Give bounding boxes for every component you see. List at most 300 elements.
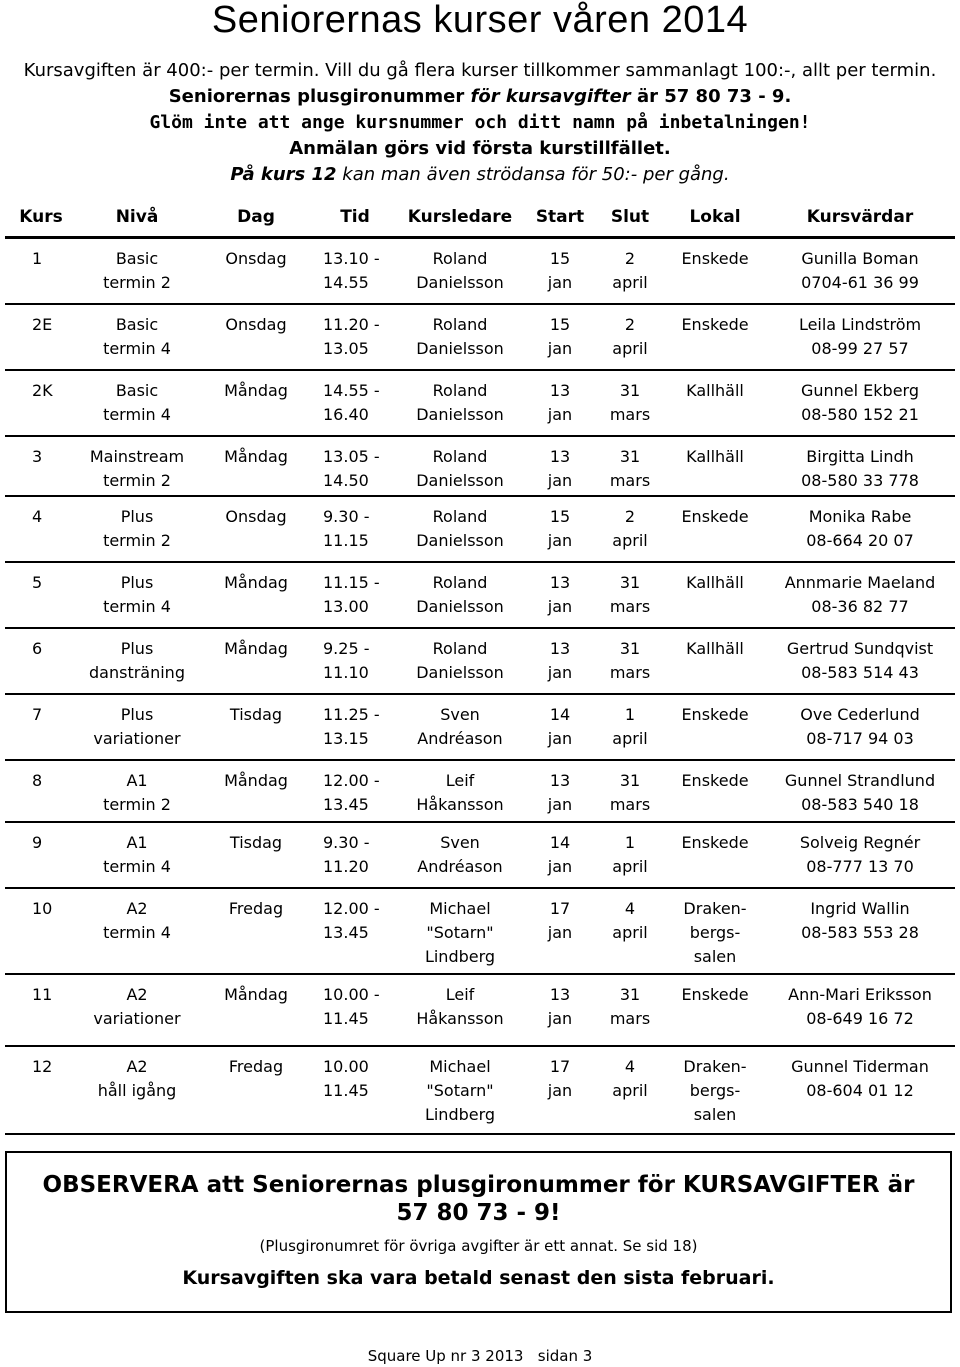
cell-slut: [595, 562, 665, 628]
table-row: [5, 436, 955, 496]
cell-start-line: jan: [547, 1080, 573, 1100]
header-start: Start: [525, 198, 595, 238]
cell-tid: [315, 1046, 395, 1134]
cell-lokal-line: Enskede: [681, 984, 749, 1004]
cell-kursledare-line: Danielsson: [416, 470, 504, 490]
cell-kurs: [5, 760, 77, 822]
cell-dag-value: Tisdag: [229, 704, 283, 724]
cell-kurs: [5, 974, 77, 1046]
cell-start-line: jan: [547, 856, 573, 876]
cell-niva: [77, 628, 197, 694]
cell-kursvardar-line: 08-580 33 778: [801, 470, 919, 490]
cell-lokal-line: Kallhäll: [686, 446, 744, 466]
cell-niva-line: dansträning: [89, 662, 185, 682]
table-row: [5, 1046, 955, 1134]
cell-kursledare-line: Michael: [429, 898, 491, 918]
cell-kurs: [5, 1046, 77, 1134]
cell-niva-line: termin 2: [103, 530, 171, 550]
cell-kurs: [5, 888, 77, 974]
cell-kursvardar-line: Annmarie Maeland: [784, 572, 936, 592]
cell-dag-value: Onsdag: [225, 249, 287, 268]
cell-kursledare-line: Roland: [432, 314, 488, 334]
cell-kursledare: [395, 304, 525, 370]
cell-tid: [315, 370, 395, 436]
cell-niva: [77, 760, 197, 822]
cell-kursledare-line: Lindberg: [424, 946, 496, 966]
page-footer: Square Up nr 3 2013 sidan 3: [367, 1347, 593, 1365]
cell-kurs-value: 12: [32, 1056, 53, 1076]
notice-box: [5, 1151, 952, 1313]
cell-slut-line: 31: [619, 984, 641, 1004]
cell-slut: [595, 1046, 665, 1134]
cell-niva: [77, 562, 197, 628]
cell-kursvardar: [765, 370, 955, 436]
cell-dag-value: Måndag: [224, 770, 288, 790]
cell-start: [525, 628, 595, 694]
cell-start-line: jan: [547, 922, 573, 942]
cell-kurs-value: 10: [32, 898, 53, 918]
cell-kursvardar-line: 08-99 27 57: [811, 338, 909, 358]
cell-kursledare: [395, 496, 525, 562]
cell-slut: [595, 694, 665, 760]
cell-tid-line: 11.15 -: [323, 572, 380, 592]
cell-kurs-value: 2E: [32, 314, 53, 334]
cell-kursledare-line: Roland: [432, 249, 488, 268]
cell-start-line: 13: [549, 380, 571, 400]
cell-tid-line: 11.25 -: [323, 704, 380, 724]
cell-kurs: [5, 496, 77, 562]
cell-slut: [595, 370, 665, 436]
cell-tid-line: 10.00 -: [323, 984, 380, 1004]
cell-dag: [197, 822, 315, 888]
cell-kursledare-line: Sven: [440, 704, 480, 724]
cell-tid: [315, 974, 395, 1046]
cell-tid: [315, 238, 395, 304]
cell-kurs-value: 3: [32, 446, 43, 466]
cell-slut-line: 2: [624, 506, 636, 526]
cell-dag-value: Måndag: [224, 380, 288, 400]
cell-tid-line: 13.10 -: [323, 249, 380, 268]
cell-slut-line: 31: [619, 572, 641, 592]
table-row: [5, 888, 955, 974]
cell-dag: [197, 974, 315, 1046]
cell-dag: [197, 628, 315, 694]
cell-lokal: [665, 694, 765, 760]
cell-lokal-line: Enskede: [681, 506, 749, 526]
header-lokal: Lokal: [665, 198, 765, 238]
table-row: [5, 562, 955, 628]
cell-start: [525, 974, 595, 1046]
cell-slut: [595, 304, 665, 370]
cell-kursvardar: [765, 304, 955, 370]
cell-start-line: jan: [547, 338, 573, 358]
cell-start-line: 15: [549, 506, 571, 526]
cell-tid-line: 9.25 -: [323, 638, 370, 658]
cell-kursvardar-line: Gunnel Ekberg: [800, 380, 920, 400]
cell-tid-line: 11.20 -: [323, 314, 380, 334]
cell-niva-line: termin 4: [103, 922, 171, 942]
cell-tid-line: 13.45: [323, 922, 369, 942]
cell-slut-line: mars: [609, 470, 651, 490]
cell-lokal: [665, 436, 765, 496]
cell-kursvardar-line: Solveig Regnér: [799, 832, 921, 852]
cell-tid-line: 9.30 -: [323, 506, 370, 526]
cell-slut: [595, 822, 665, 888]
cell-start: [525, 304, 595, 370]
cell-tid-line: 12.00 -: [323, 770, 380, 790]
cell-kursvardar-line: 08-777 13 70: [806, 856, 914, 876]
cell-tid-line: 11.15: [323, 530, 369, 550]
cell-kursledare-line: Danielsson: [416, 338, 504, 358]
cell-slut-line: 31: [619, 638, 641, 658]
cell-kurs: [5, 370, 77, 436]
cell-slut: [595, 436, 665, 496]
cell-kurs-value: 9: [32, 832, 43, 852]
cell-niva-line: Plus: [120, 506, 154, 526]
cell-kursledare-line: Danielsson: [416, 530, 504, 550]
cell-tid-line: 13.15: [323, 728, 369, 748]
cell-kurs-value: 11: [32, 984, 53, 1004]
cell-kursledare: [395, 974, 525, 1046]
cell-niva-line: variationer: [93, 728, 181, 748]
cell-tid-line: 12.00 -: [323, 898, 380, 918]
cell-dag: [197, 694, 315, 760]
cell-lokal-line: Enskede: [681, 704, 749, 724]
cell-niva: [77, 888, 197, 974]
cell-kursvardar-line: 08-717 94 03: [806, 728, 914, 748]
cell-slut-line: 4: [624, 1056, 636, 1076]
notice-line-3: (Plusgironumret för övriga avgifter är ett annat. Se sid 18): [259, 1237, 698, 1255]
cell-niva-line: Plus: [120, 704, 154, 724]
cell-niva: [77, 694, 197, 760]
cell-kursledare-line: Danielsson: [416, 596, 504, 616]
cell-niva-line: Basic: [115, 314, 159, 334]
cell-niva-line: termin 2: [103, 273, 171, 292]
cell-kurs-value: 7: [32, 704, 43, 724]
cell-niva: [77, 370, 197, 436]
cell-niva-line: termin 2: [103, 470, 171, 490]
cell-niva-line: termin 2: [103, 794, 171, 814]
intro-stroll-dance-line: På kurs 12 kan man även strödansa för 50:- per gång.: [230, 164, 730, 185]
cell-kursledare-line: "Sotarn": [426, 1080, 494, 1100]
cell-kurs-value: 8: [32, 770, 43, 790]
cell-kursledare: [395, 760, 525, 822]
cell-niva-line: A1: [126, 832, 148, 852]
cell-start-line: 15: [549, 314, 571, 334]
cell-start-line: jan: [547, 728, 573, 748]
cell-dag-value: Onsdag: [225, 506, 287, 526]
cell-dag-value: Måndag: [224, 638, 288, 658]
cell-lokal: [665, 496, 765, 562]
cell-dag-value: Måndag: [224, 446, 288, 466]
cell-lokal-line: salen: [693, 946, 737, 966]
cell-slut: [595, 238, 665, 304]
cell-tid-line: 11.45: [323, 1008, 369, 1028]
table-row: [5, 238, 955, 304]
intro-fee-line: Kursavgiften är 400:- per termin. Vill du gå flera kurser tillkommer sammanlagt 100:-, allt per termin.: [23, 60, 937, 81]
cell-lokal: [665, 238, 765, 304]
cell-start: [525, 694, 595, 760]
cell-kursvardar-line: 08-583 553 28: [801, 922, 919, 942]
cell-tid: [315, 628, 395, 694]
header-slut: Slut: [595, 198, 665, 238]
cell-tid: [315, 888, 395, 974]
cell-lokal: [665, 370, 765, 436]
cell-kursledare-line: Andréason: [417, 728, 503, 748]
cell-lokal: [665, 822, 765, 888]
cell-kursledare: [395, 370, 525, 436]
cell-start-line: jan: [547, 794, 573, 814]
cell-start-line: 14: [549, 832, 571, 852]
cell-dag: [197, 760, 315, 822]
cell-kursvardar: [765, 694, 955, 760]
cell-lokal: [665, 304, 765, 370]
cell-niva-line: termin 4: [103, 404, 171, 424]
cell-kursvardar-line: 08-583 514 43: [801, 662, 919, 682]
cell-start-line: jan: [547, 662, 573, 682]
cell-kurs-value: 4: [32, 506, 43, 526]
cell-slut-line: mars: [609, 404, 651, 424]
cell-start-line: 13: [549, 638, 571, 658]
cell-start-line: jan: [547, 404, 573, 424]
cell-kursledare: [395, 888, 525, 974]
table-row: [5, 694, 955, 760]
cell-slut-line: mars: [609, 1008, 651, 1028]
cell-slut-line: 31: [619, 446, 641, 466]
cell-tid-line: 11.45: [323, 1080, 369, 1100]
cell-slut-line: 4: [624, 898, 636, 918]
cell-kursvardar-line: 08-36 82 77: [811, 596, 909, 616]
cell-dag: [197, 1046, 315, 1134]
cell-dag-value: Tisdag: [229, 832, 283, 852]
cell-dag-value: Onsdag: [225, 314, 287, 334]
cell-kurs: [5, 562, 77, 628]
cell-tid-line: 14.55: [323, 273, 369, 292]
intro-text: [0, 58, 960, 188]
cell-start: [525, 1046, 595, 1134]
cell-dag: [197, 496, 315, 562]
cell-start-line: 13: [549, 446, 571, 466]
cell-dag-value: Måndag: [224, 572, 288, 592]
cell-tid: [315, 436, 395, 496]
cell-slut-line: april: [612, 728, 648, 748]
cell-lokal-line: bergs-: [689, 922, 741, 942]
cell-kursvardar-line: Monika Rabe: [808, 506, 912, 526]
cell-kursvardar-line: Ann-Mari Eriksson: [788, 984, 932, 1004]
cell-lokal: [665, 888, 765, 974]
cell-kurs-value: 1: [32, 249, 43, 268]
cell-kursvardar-line: 08-664 20 07: [806, 530, 914, 550]
cell-tid: [315, 304, 395, 370]
cell-start-line: 17: [549, 898, 571, 918]
cell-lokal-line: Enskede: [681, 832, 749, 852]
cell-slut-line: april: [612, 1080, 648, 1100]
cell-slut-line: april: [612, 922, 648, 942]
cell-niva-line: Mainstream: [89, 446, 185, 466]
cell-slut-line: april: [612, 338, 648, 358]
cell-kursledare-line: Håkansson: [416, 794, 504, 814]
cell-lokal-line: Enskede: [681, 249, 749, 268]
cell-kursledare-line: Roland: [432, 638, 488, 658]
notice-line-1: OBSERVERA att Seniorernas plusgironummer för KURSAVGIFTER är: [42, 1172, 915, 1198]
cell-niva: [77, 1046, 197, 1134]
cell-kursledare-line: Danielsson: [416, 662, 504, 682]
cell-kursvardar-line: Gertrud Sundqvist: [786, 638, 934, 658]
cell-dag: [197, 436, 315, 496]
cell-slut-line: mars: [609, 794, 651, 814]
table-header-row: [5, 198, 955, 238]
cell-lokal-line: Enskede: [681, 770, 749, 790]
cell-kursvardar-line: Gunnel Strandlund: [784, 770, 936, 790]
cell-tid-line: 11.20: [323, 856, 369, 876]
cell-kursvardar: [765, 562, 955, 628]
cell-start-line: 13: [549, 572, 571, 592]
cell-tid-line: 13.00: [323, 596, 369, 616]
cell-kursledare-line: Håkansson: [416, 1008, 504, 1028]
cell-kursledare: [395, 822, 525, 888]
cell-lokal-line: bergs-: [689, 1080, 741, 1100]
cell-slut-line: 1: [624, 832, 636, 852]
cell-kursledare-line: Danielsson: [416, 273, 504, 292]
cell-slut-line: 2: [624, 314, 636, 334]
cell-niva-line: A2: [126, 1056, 148, 1076]
cell-tid: [315, 760, 395, 822]
cell-kursledare: [395, 1046, 525, 1134]
cell-kursvardar: [765, 974, 955, 1046]
table-row: [5, 370, 955, 436]
cell-kursvardar-line: Ove Cederlund: [800, 704, 920, 724]
cell-tid-line: 13.05 -: [323, 446, 380, 466]
cell-niva-line: Basic: [115, 380, 159, 400]
cell-kursledare-line: Roland: [432, 572, 488, 592]
cell-slut-line: april: [612, 273, 648, 292]
cell-kursvardar-line: Leila Lindström: [798, 314, 922, 334]
cell-tid-line: 14.55 -: [323, 380, 380, 400]
cell-tid-line: 9.30 -: [323, 832, 370, 852]
intro-plusgiro-line: Seniorernas plusgironummer för kursavgifter är 57 80 73 - 9.: [168, 86, 792, 107]
cell-kursvardar-line: 08-604 01 12: [806, 1080, 914, 1100]
cell-kurs: [5, 694, 77, 760]
cell-start: [525, 238, 595, 304]
cell-kursvardar: [765, 496, 955, 562]
cell-niva: [77, 974, 197, 1046]
cell-start-line: 17: [549, 1056, 571, 1076]
cell-kursvardar: [765, 628, 955, 694]
cell-slut-line: april: [612, 530, 648, 550]
cell-kurs: [5, 238, 77, 304]
cell-kursledare-line: Roland: [432, 380, 488, 400]
cell-lokal-line: salen: [693, 1104, 737, 1124]
cell-niva-line: termin 4: [103, 856, 171, 876]
cell-start: [525, 822, 595, 888]
cell-tid: [315, 694, 395, 760]
cell-lokal: [665, 1046, 765, 1134]
course-table-body: [5, 238, 955, 1134]
cell-niva: [77, 436, 197, 496]
cell-start: [525, 760, 595, 822]
cell-kursvardar-line: Birgitta Lindh: [806, 446, 914, 466]
cell-kurs-value: 6: [32, 638, 43, 658]
cell-tid-line: 13.45: [323, 794, 369, 814]
cell-dag: [197, 238, 315, 304]
cell-tid-line: 16.40: [323, 404, 369, 424]
cell-lokal-line: Draken-: [683, 1056, 747, 1076]
cell-kursledare-line: Andréason: [417, 856, 503, 876]
cell-kursledare-line: Michael: [429, 1056, 491, 1076]
cell-kursvardar: [765, 1046, 955, 1134]
cell-niva-line: termin 4: [103, 596, 171, 616]
cell-kursvardar: [765, 760, 955, 822]
cell-slut: [595, 760, 665, 822]
cell-kursledare-line: Roland: [432, 506, 488, 526]
cell-niva: [77, 822, 197, 888]
cell-kursledare-line: Leif: [445, 770, 475, 790]
cell-niva-line: variationer: [93, 1008, 181, 1028]
cell-slut-line: 31: [619, 770, 641, 790]
cell-kursledare-line: Danielsson: [416, 404, 504, 424]
cell-slut-line: mars: [609, 596, 651, 616]
cell-niva-line: håll igång: [97, 1080, 177, 1100]
cell-start: [525, 496, 595, 562]
cell-slut-line: mars: [609, 662, 651, 682]
cell-start-line: 14: [549, 704, 571, 724]
cell-lokal-line: Draken-: [683, 898, 747, 918]
cell-niva-line: A2: [126, 984, 148, 1004]
cell-tid: [315, 822, 395, 888]
page-title: Seniorernas kurser våren 2014: [211, 0, 749, 41]
cell-kursvardar-line: Gunilla Boman: [801, 249, 919, 268]
table-row: [5, 628, 955, 694]
cell-kursledare: [395, 238, 525, 304]
cell-kurs: [5, 436, 77, 496]
cell-start: [525, 370, 595, 436]
cell-niva: [77, 304, 197, 370]
cell-kursledare-line: Leif: [445, 984, 475, 1004]
table-row: [5, 974, 955, 1046]
cell-dag-value: Fredag: [228, 898, 284, 918]
header-kursledare: Kursledare: [395, 198, 525, 238]
cell-niva: [77, 238, 197, 304]
cell-slut: [595, 628, 665, 694]
cell-tid-line: 14.50: [323, 470, 369, 490]
cell-slut-line: 1: [624, 704, 636, 724]
cell-kursvardar-line: Ingrid Wallin: [810, 898, 910, 918]
cell-kursledare: [395, 628, 525, 694]
cell-kursvardar-line: 08-649 16 72: [806, 1008, 914, 1028]
cell-start: [525, 888, 595, 974]
cell-kursledare: [395, 562, 525, 628]
header-niva: Nivå: [77, 198, 197, 238]
cell-kurs-value: 5: [32, 572, 43, 592]
cell-slut: [595, 496, 665, 562]
cell-kursvardar: [765, 888, 955, 974]
header-kurs: Kurs: [5, 198, 77, 238]
cell-lokal-line: Enskede: [681, 314, 749, 334]
header-dag: Dag: [197, 198, 315, 238]
cell-dag: [197, 370, 315, 436]
notice-line-4: Kursavgiften ska vara betald senast den sista februari.: [182, 1267, 775, 1289]
cell-slut-line: 2: [624, 249, 636, 268]
cell-slut-line: 31: [619, 380, 641, 400]
header-tid: Tid: [315, 198, 395, 238]
cell-niva-line: termin 4: [103, 338, 171, 358]
cell-kursledare-line: Lindberg: [424, 1104, 496, 1124]
cell-kursledare-line: "Sotarn": [426, 922, 494, 942]
cell-start: [525, 562, 595, 628]
cell-kurs: [5, 628, 77, 694]
cell-lokal: [665, 760, 765, 822]
cell-start-line: jan: [547, 470, 573, 490]
